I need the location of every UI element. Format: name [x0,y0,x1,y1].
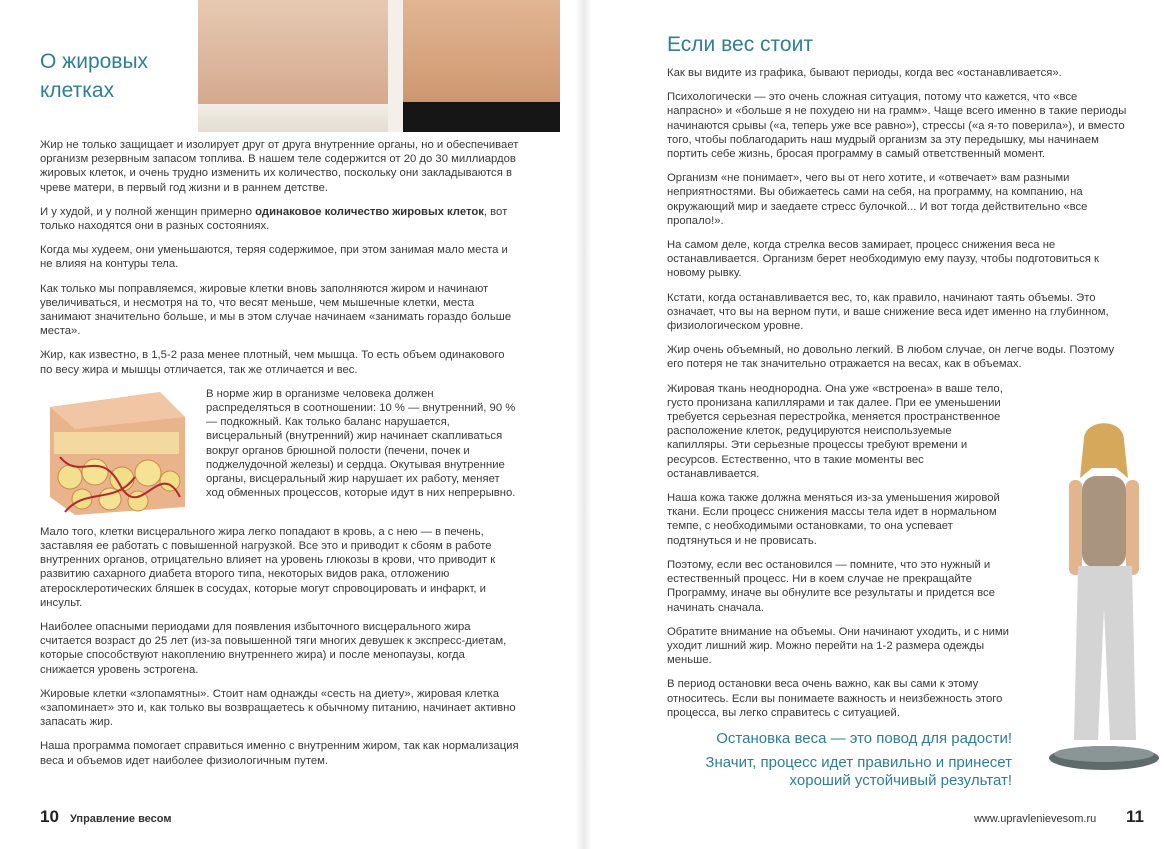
slim-belly-image [403,0,560,132]
paragraph: Наша программа помогает справиться именно с внутренним жиром, так как нормализация веса и объемов идет наиболее физиологичным путем. [40,740,519,767]
paragraph: Кстати, когда останавливается вес, то, как правило, начинают таять объемы. Это означает, что вы на верном пути, и ваше снижение веса идет именно на глубинном, физиологическом уровне. [667,291,1109,333]
paragraph: Психологически — это очень сложная ситуация, потому что кажется, что «все напрасно» и «больше я не похудею ни на грамм». Чаще всего именно в такие периоды начинаются срывы («а, теперь уже все равно»), стрессы («а я-то поверила»), и вместо того, чтобы поблагодарить наш мудрый организм за эту передышку, мы начинаем портить себе жизнь, бросая программу в самый ответственный момент. [667,91,1127,161]
paragraph: И у худой, и у полной женщин примерно одинаковое количество жировых клеток, вот только находятся они в разных состояниях. [40,205,508,233]
paragraph: Жир очень объемный, но довольно легкий. В любом случае, он легче воды. Поэтому его потеря не так значительно отражается на весах, как в объемах. [667,344,1115,371]
paragraph: Жировая ткань неоднородна. Она уже «встроена» в ваше тело, густо пронизана капиллярами и так далее. При ее уменьшении требуется серьезная перестройка, меняется пространственное расположение клеток, редуцируются неиспользуемые капилляры. Эти серьезные процессы требуют времени и ресурсов. Естественно, что в такие моменты вес останавливается. [667,382,1003,480]
paragraph: Наша кожа также должна меняться из-за уменьшения жировой ткани. Если процесс снижения массы тела идет в нормальном темпе, с необходимыми остановками, то она успевает подтянуться и не провисать. [667,492,1000,547]
right-page [582,0,1165,849]
paragraph: Мало того, клетки висцерального жира легко попадают в кровь, а с нею — в печень, заставляя ее работать с повышенной нагрузкой. Все это и приводит к сбоям в работе внутренних органов, отрицательно влияет на уровень глюкозы в крови, что приводит к развитию сахарного диабета второго типа, некоторых видов рака, отложению атеросклеротических бляшек в сосудах, которые могут спровоцировать и инфаркт, и инсульт. [40,525,496,609]
page-number-left: 10 [40,807,59,826]
paragraph: Как вы видите из графика, бывают периоды, когда вес «останавливается». [667,67,1062,79]
section-name: Управление весом [70,813,172,825]
paragraph: В норме жир в организме человека должен распределяться в соотношении: 10 % — внутренний, 90 % — подкожный. Как только баланс нарушается, висцеральный (внутренний) жир начинает скапливаться вокруг органов брюшной полости (печени, почек и поджелудочной железы) и сердца. Окутывая внутренние органы, висцеральный жир нарушает их работу, меняет ход обменных процессов, которые идут в них непрерывно. [206,387,516,500]
paragraph: В период остановки веса очень важно, как вы сами к этому относитесь. Если вы понимаете важность и неизбежность этого процесса, вы легко справитесь с ситуацией. [667,678,1003,719]
left-body [40,138,520,778]
paragraph: На самом деле, когда стрелка весов замирает, процесс снижения веса не останавливается. Организм берет необходимую ему паузу, чтобы подготовиться к новому рывку. [667,239,1099,280]
paragraph: Когда мы худеем, они уменьшаются, теряя содержимое, при этом занимая мало места и не влияя на контуры тела. [40,244,508,271]
quote-highlight: Остановка веса — это повод для радости! [716,729,1012,747]
paragraph: Организм «не понимает», чего вы от него хотите, и «отвечает» вам разными неприятностями. Вы обижаетесь сами на себя, на программу, на компанию, на окружающий мир и заедаете стресс булочкой... И вот тогда действительно «все пропало!». [667,172,1088,227]
quote-highlight: Значит, процесс идет правильно и принесет хороший устойчивый результат! [705,753,1012,789]
paragraph: Жир не только защищает и изолирует друг от друга внутренние органы, но и обеспечивает организм резервным запасом топлива. В нашем теле содержится от 20 до 30 миллиардов жировых клеток, и очень трудно изменить их количество, поскольку они закладываются в чреве матери, в первый год жизни и в раннем детстве. [40,139,519,194]
paragraph: Как только мы поправляемся, жировые клетки вновь заполняются жиром и начинают увеличиваться, и несмотря на то, что весят меньше, чем мышечные клетки, места занимают значительно больше, и мы в этом случае начинаем «занимать гораздо больше места». [40,282,512,338]
woman-on-scale-photo [1044,418,1159,778]
website-url: www.upravlenievesom.ru [974,813,1097,825]
page-title-right: Если вес стоит [667,33,813,56]
paragraph: Жир, как известно, в 1,5-2 раза менее плотный, чем мышца. То есть объем одинакового по весу жира и мышцы отличается, так же отличается и вес. [40,349,505,376]
bold-phrase: одинаковое количество жировых клеток [255,205,484,218]
belly-comparison-photo [198,0,560,132]
paragraph: Наиболее опасными периодами для появления избыточного висцерального жира считается возраст до 25 лет (из-за повышенной тяги многих девушек к экспресс-диетам, которые способствуют накоплению внутреннего жира) и после менопаузы, когда снижается уровень эстрогена. [40,621,507,676]
paragraph: Жировые клетки «злопамятны». Стоит нам однажды «сесть на диету», жировая клетка «запоминает» это и, как только вы возвращаетесь к обычному питанию, начинает активно запасать жир. [40,687,516,729]
paragraph: Поэтому, если вес остановился — помните, что это нужный и естественный процесс. Ни в коем случае не прекращайте Программу, иначе вы обнулите все результаты и придется все начинать сначала. [667,558,995,614]
overweight-belly-image [198,0,388,132]
paragraph: Обратите внимание на объемы. Они начинают уходить, и с ними уходит лишний жир. Можно перейти на 1-2 размера одежды меньше. [667,625,1009,667]
fat-tissue-illustration [40,387,190,515]
page-title-left: О жировых клетках [40,50,149,102]
left-page [0,0,582,849]
figure-row [40,387,520,515]
page-number-right: 11 [1126,807,1144,826]
